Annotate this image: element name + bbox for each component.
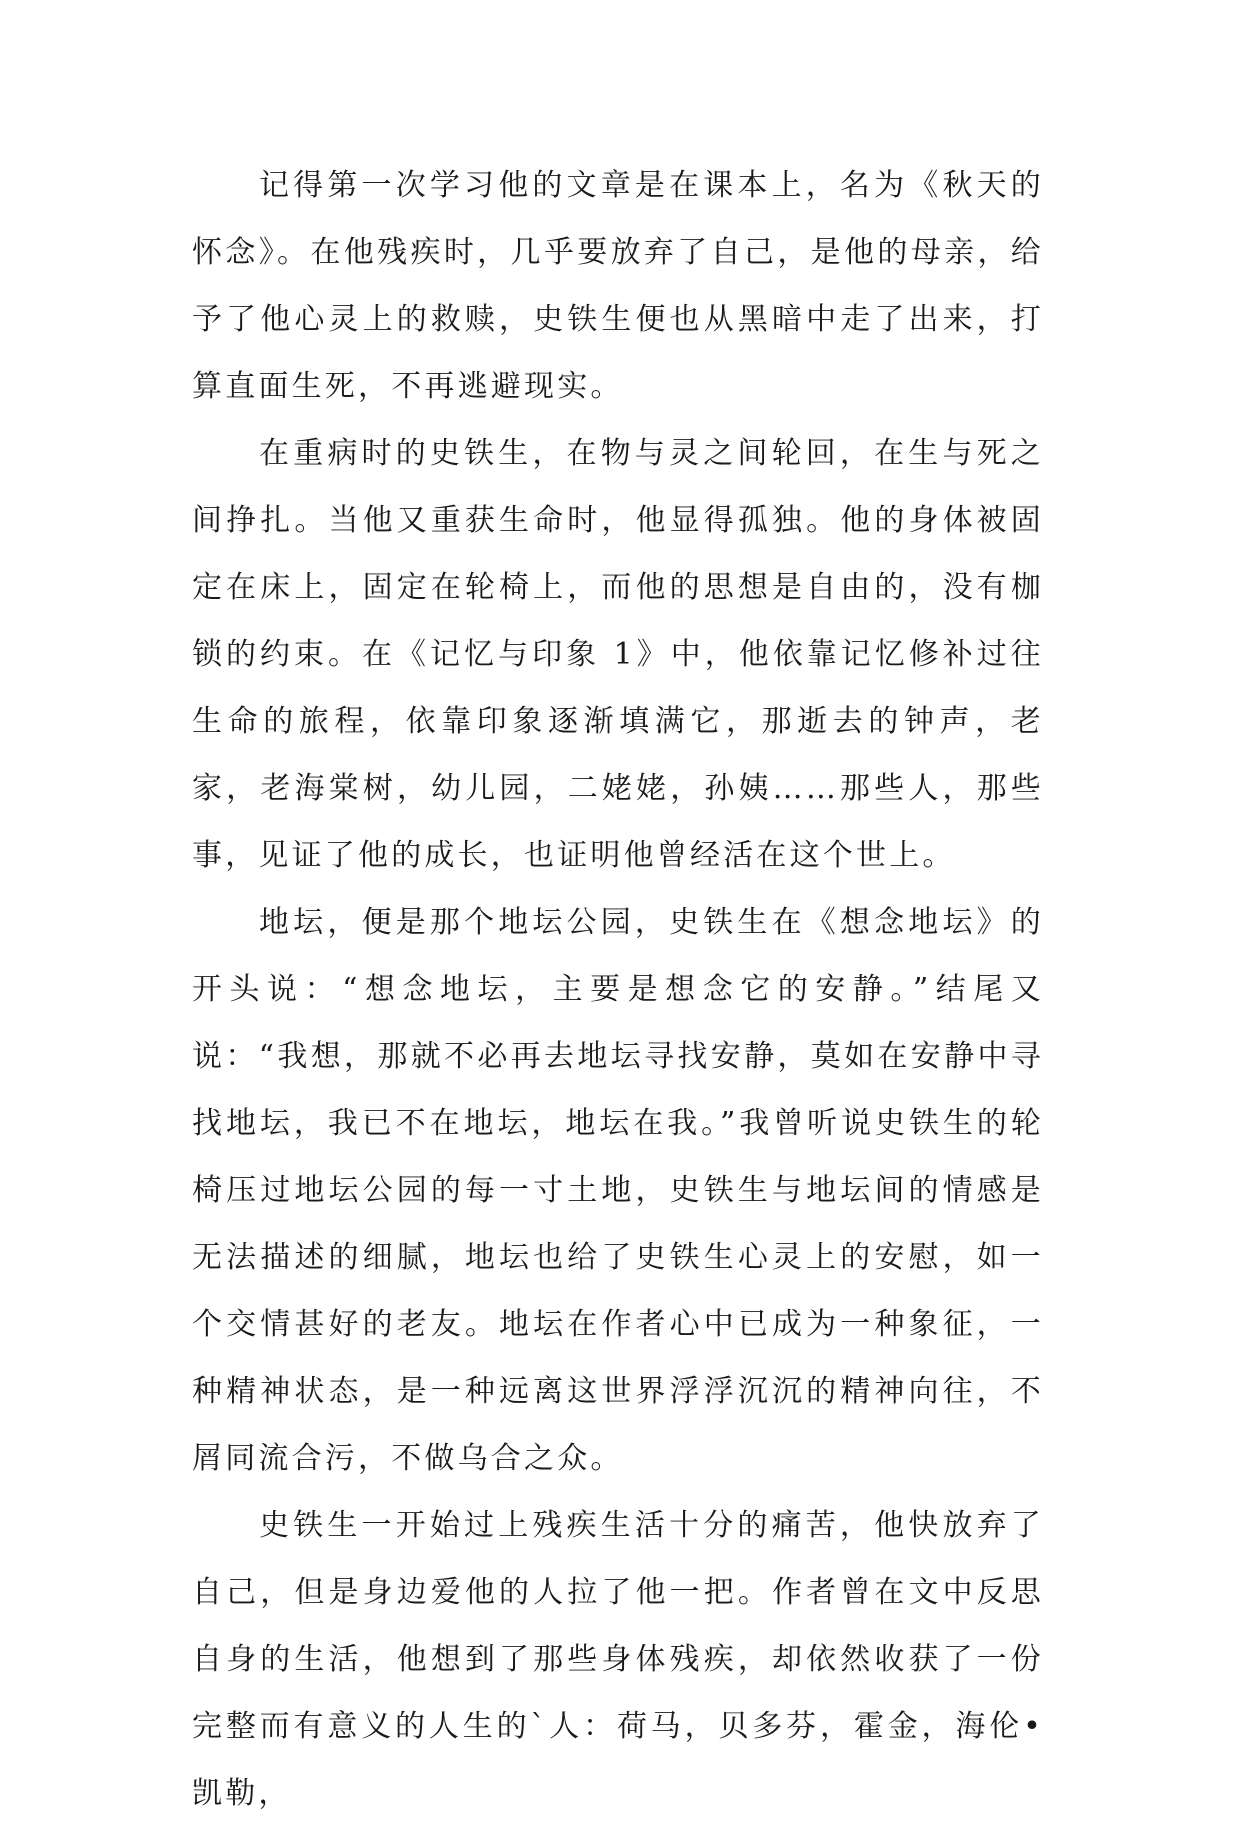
paragraph-4: 史铁生一开始过上残疾生活十分的痛苦，他快放弃了自己，但是身边爱他的人拉了他一把。作者曾在文中反思自身的生活，他想到了那些身体残疾，却依然收获了一份完整而有意义的人生的`人：荷马，贝多芬，霍金，海伦•凯勒， [192,1508,1044,1811]
paragraph-2: 在重病时的史铁生，在物与灵之间轮回，在生与死之间挣扎。当他又重获生命时，他显得孤独。他的身体被固定在床上，固定在轮椅上，而他的思想是自由的，没有枷锁的约束。在《记忆与印象 1》中，他依靠记忆修补过往生命的旅程，依靠印象逐渐填满它，那逝去的钟声，老家，老海棠树，幼儿园，二姥姥，孙姨……那些人，那些事，见证了他的成长，也证明他曾经活在这个世上。 [192,436,1044,873]
paragraph-1: 记得第一次学习他的文章是在课本上，名为《秋天的怀念》。在他残疾时，几乎要放弃了自己，是他的母亲，给予了他心灵上的救赎，史铁生便也从黑暗中走了出来，打算直面生死，不再逃避现实。 [192,168,1044,404]
paragraph-3: 地坛，便是那个地坛公园，史铁生在《想念地坛》的开头说：“想念地坛，主要是想念它的安静。”结尾又说：“我想，那就不必再去地坛寻找安静，莫如在安静中寻找地坛，我已不在地坛，地坛在我。”我曾听说史铁生的轮椅压过地坛公园的每一寸土地，史铁生与地坛间的情感是无法描述的细腻，地坛也给了史铁生心灵上的安慰，如一个交情甚好的老友。地坛在作者心中已成为一种象征，一种精神状态，是一种远离这世界浮浮沉沉的精神向往，不屑同流合污，不做乌合之众。 [192,905,1044,1476]
body-text [192,152,1044,1827]
